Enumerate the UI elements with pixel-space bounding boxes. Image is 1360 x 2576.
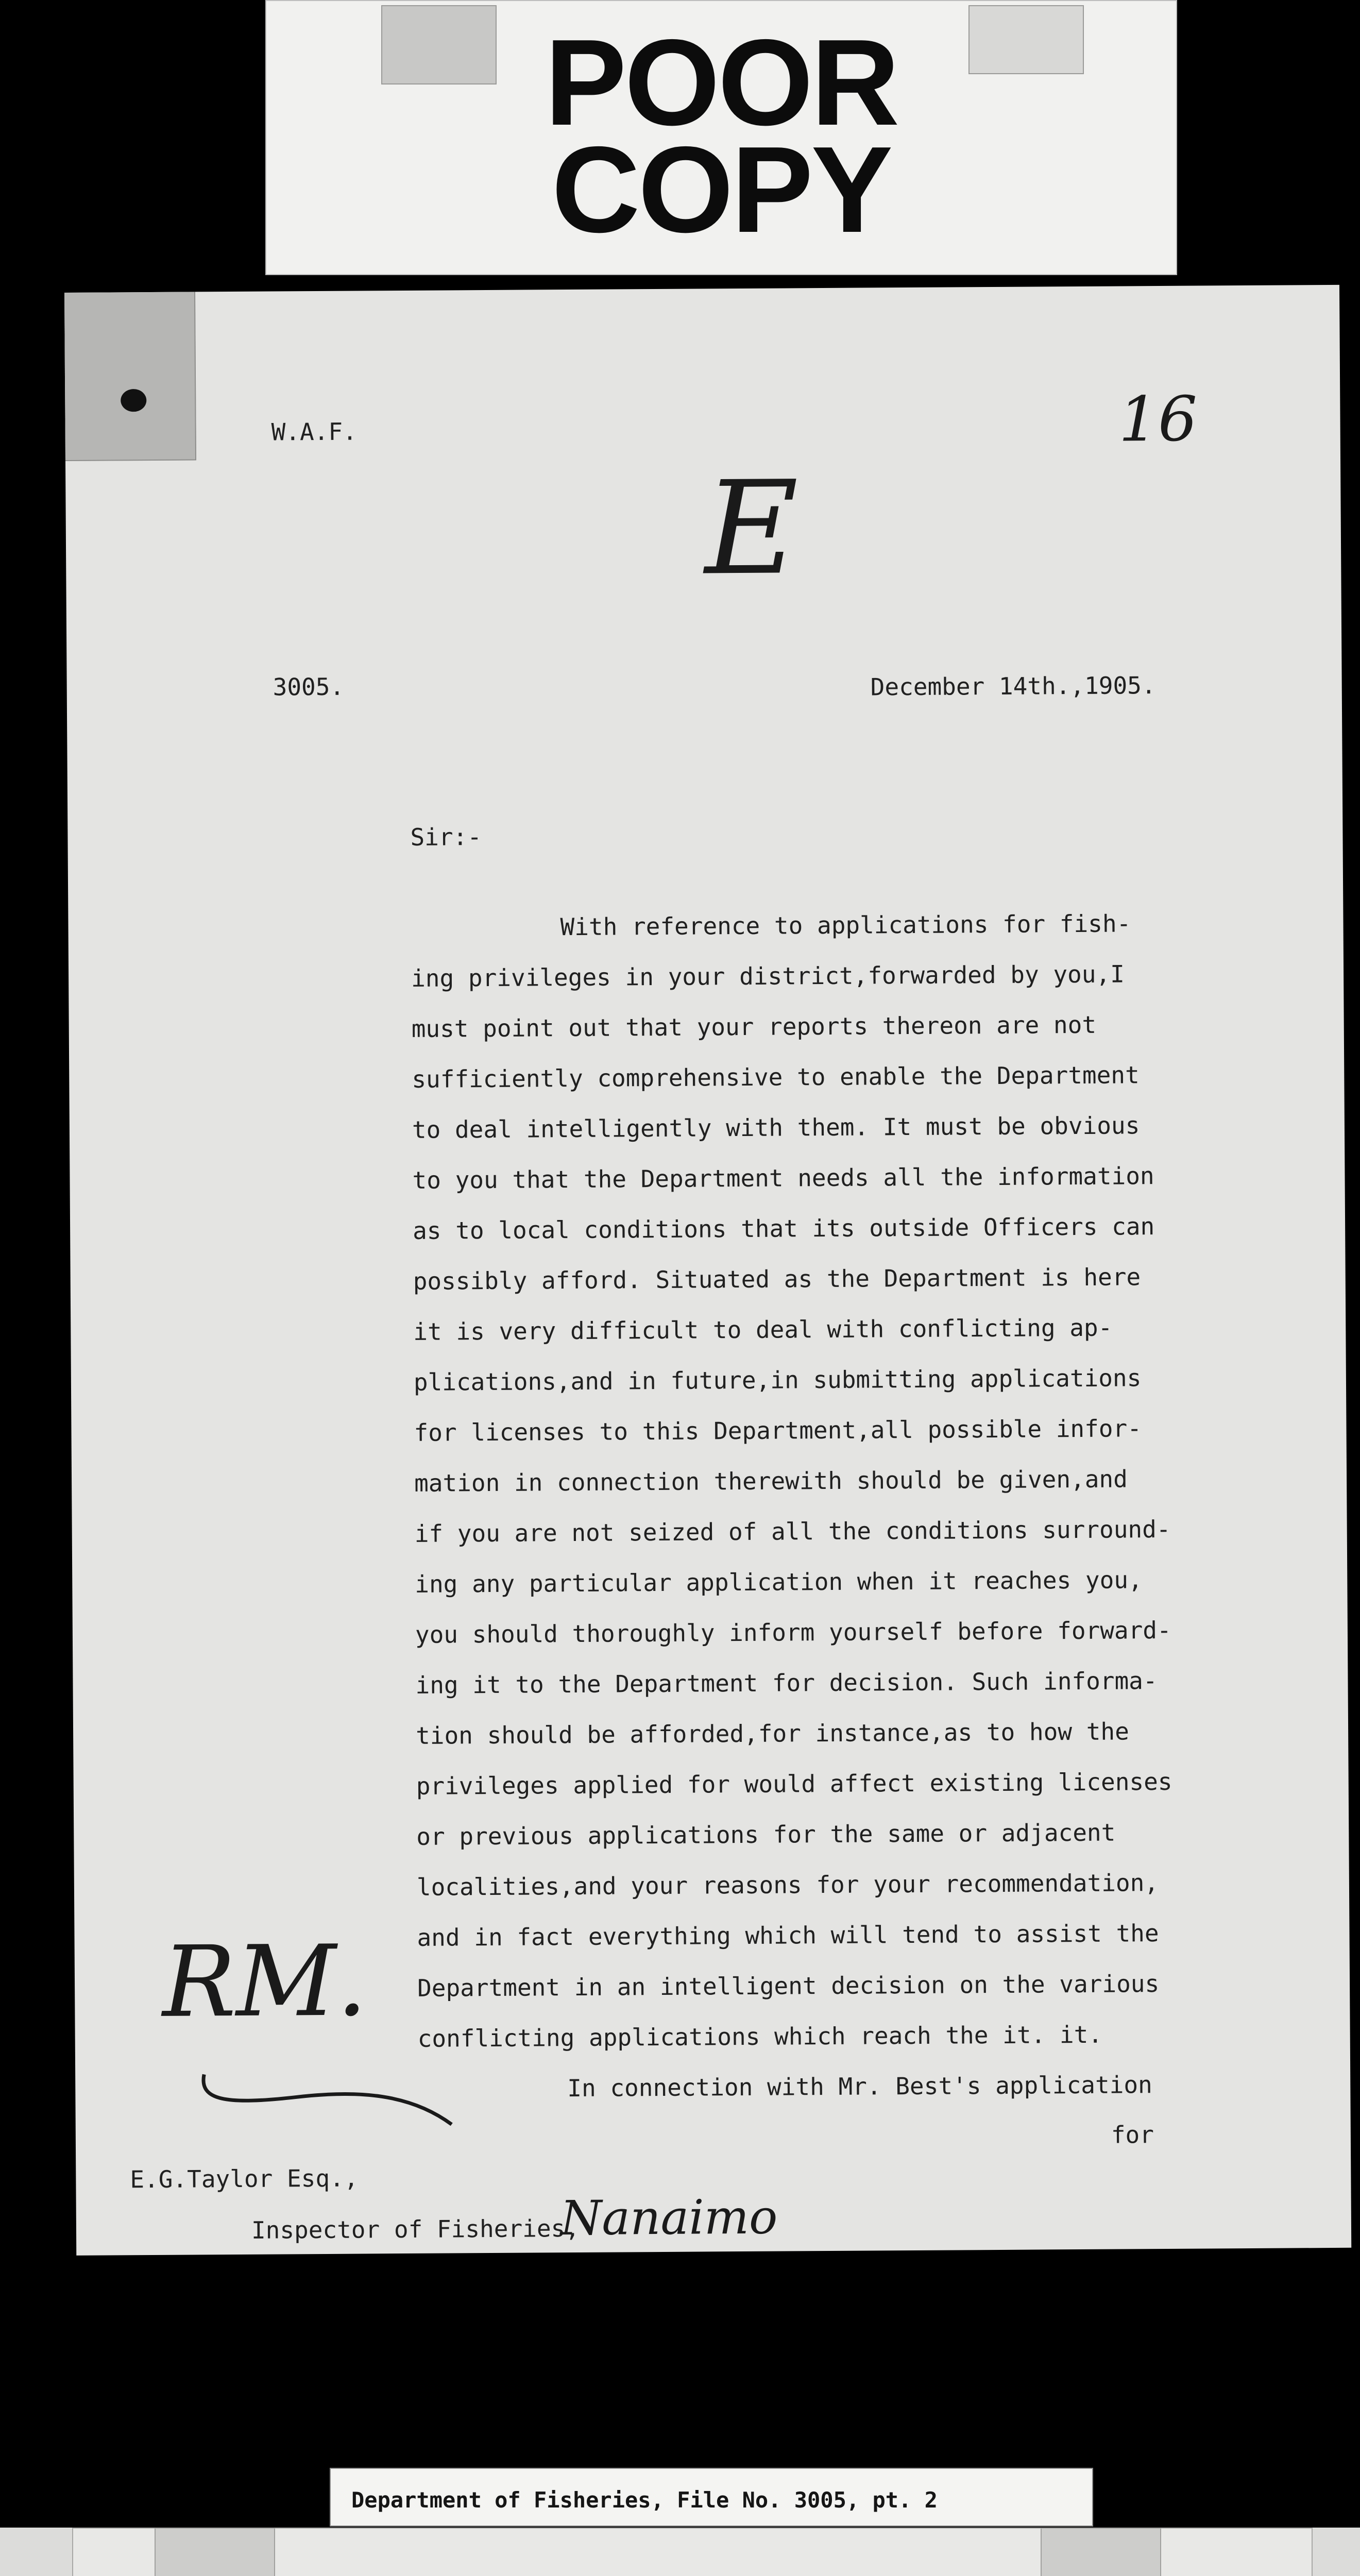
- tape-piece: [1041, 2528, 1161, 2576]
- body-line: for licenses to this Department,all possible infor-: [414, 1414, 1142, 1447]
- body-line: if you are not seized of all the conditions surround-: [414, 1515, 1171, 1548]
- margin-mark: E: [704, 453, 800, 604]
- body-line: Department in an intelligent decision on the various: [417, 1970, 1160, 2002]
- body-line: possibly afford. Situated as the Department is here: [413, 1263, 1141, 1295]
- body-line: With reference to applications for fish-: [560, 909, 1131, 941]
- letter-body: [411, 897, 1283, 2114]
- body-line: sufficiently comprehensive to enable the Department: [412, 1061, 1140, 1093]
- continuation-word: for: [1111, 2121, 1154, 2149]
- poor-copy-line1: POOR: [545, 14, 898, 151]
- letter-page: [64, 285, 1351, 2256]
- corner-tape: [64, 292, 196, 461]
- body-line: must point out that your reports thereon are not: [411, 1010, 1097, 1043]
- body-line: tion should be afforded,for instance,as to how the: [415, 1717, 1129, 1750]
- file-reference-text: Department of Fisheries, File No. 3005, pt. 2: [351, 2487, 938, 2513]
- body-line: mation in connection therewith should be given,and: [414, 1465, 1128, 1497]
- body-line: you should thoroughly inform yourself before forward-: [415, 1616, 1171, 1649]
- body-line: ing any particular application when it reaches you,: [415, 1566, 1143, 1598]
- body-line: localities,and your reasons for your recommendation,: [416, 1869, 1159, 1901]
- tape-piece: [155, 2528, 275, 2576]
- body-line: it is very difficult to deal with conflicting ap-: [413, 1313, 1113, 1346]
- body-line: In connection with Mr. Best's application: [567, 2071, 1152, 2103]
- letter-date: December 14th.,1905.: [870, 671, 1156, 701]
- body-line: ing privileges in your district,forwarded by you,I: [411, 960, 1125, 992]
- addressee-location: Nanaimo: [560, 2189, 778, 2246]
- letter-initials: W.A.F.: [271, 417, 357, 446]
- body-line: plications,and in future,in submitting applications: [413, 1364, 1142, 1396]
- salutation: Sir:-: [410, 823, 482, 851]
- signature-flourish: [194, 2042, 503, 2147]
- archives-label-card: [72, 2528, 1313, 2576]
- body-line: conflicting applications which reach the it. it.: [417, 2020, 1103, 2053]
- initials-signature: RM.: [162, 1924, 368, 2039]
- body-line: and in fact everything which will tend to assist the: [417, 1919, 1159, 1952]
- addressee-title: Inspector of Fisheries,: [251, 2214, 580, 2244]
- body-line: as to local conditions that its outside Officers can: [412, 1212, 1155, 1245]
- poor-copy-label: [265, 0, 1177, 275]
- body-line: privileges applied for would affect existing licenses: [416, 1767, 1172, 1800]
- file-reference-label: [330, 2468, 1093, 2527]
- body-line: to you that the Department needs all the information: [412, 1162, 1154, 1194]
- page-number: 16: [1118, 383, 1198, 456]
- file-number: 3005.: [273, 672, 345, 701]
- body-line: ing it to the Department for decision. Such informa-: [415, 1667, 1158, 1699]
- punch-hole: [121, 389, 146, 412]
- poor-copy-line2: COPY: [551, 122, 891, 258]
- addressee-name: E.G.Taylor Esq.,: [130, 2164, 359, 2194]
- body-line: to deal intelligently with them. It must be obvious: [412, 1111, 1140, 1144]
- archives-label: [0, 2528, 1360, 2576]
- body-line: or previous applications for the same or adjacent: [416, 1818, 1116, 1851]
